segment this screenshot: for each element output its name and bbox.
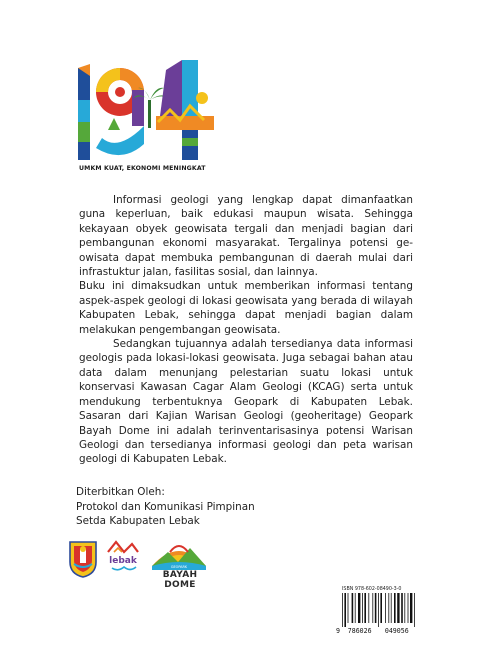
barcode-bar: [344, 593, 346, 627]
barcode-bar: [355, 593, 356, 623]
barcode-digits: [336, 627, 418, 635]
barcode-bar: [380, 593, 382, 623]
barcode-bar: [397, 593, 399, 623]
publisher-heading: Diterbitkan Oleh:: [76, 486, 165, 498]
barcode-bar: [401, 593, 403, 623]
barcode-bar: [404, 593, 405, 623]
barcode-bar: [342, 593, 343, 627]
bayah-dome-title: BAYAH DOME: [162, 570, 198, 590]
barcode-bar: [372, 593, 373, 623]
barcode-bar: [348, 593, 349, 623]
barcode-bar: [358, 593, 360, 623]
logo-digit-four: [156, 60, 214, 160]
barcode-bar: [408, 593, 409, 623]
barcode-bar: [352, 593, 354, 623]
lebak-brand-logo: [104, 538, 142, 574]
barcode-bar: [391, 593, 392, 623]
lebak-logo-text: lebak: [109, 556, 137, 566]
publisher-line-2: Setda Kabupaten Lebak: [76, 515, 200, 528]
barcode-digit-group-1: 786026: [347, 627, 372, 635]
barcode-digit-prefix: 9: [336, 627, 340, 635]
paragraph-intro: Informasi geologi yang lengkap dapat dimanfaatkan guna keperluan, baik edukasi maupun wisata. Sehingga kekayaan obyek geowisata tergali dan menjadi bagian dari pembangunan ekonomi masyarakat. Tergalinya potensi ge-owisata dapat membuka pembangunan di daerah mulai dari infrastuktur jalan, fasilitas sosial, dan lainnya.: [79, 194, 413, 279]
barcode-bar: [364, 593, 366, 623]
barcode-bar: [414, 593, 415, 627]
isbn-label: ISBN 978-602-08490-3-0: [342, 587, 402, 592]
barcode-bar: [375, 593, 377, 623]
logo-digit-nine: [96, 68, 144, 155]
logo-digit-one: [78, 64, 90, 160]
body-text: [79, 193, 413, 467]
barcode-bar: [362, 593, 363, 623]
paragraph-purpose: Buku ini dimaksudkan untuk memberikan informasi tentang aspek-aspek geologi di lokasi geowisata yang berada di wilayah Kabupaten Lebak, sehingga dapat menjadi bagian dalam melakukan pengembangan geowisata.: [79, 280, 413, 336]
barcode-bar: [378, 593, 379, 627]
paragraph-objective: Sedangkan tujuannya adalah tersedianya data informasi geologis pada lokasi-lokasi geowisata. Juga sebagai bahan atau data dalam menunjang pelestarian suatu lokasi untuk konservasi Kawasan Cagar Alam Geologi (KCAG) serta untuk mendukung terbentuknya Geopark di Kabupaten Lebak. Sasaran dari Kajian Warisan Geologi (geoheritage) Geopark Bayah Dome ini adalah terinventarisasinya potensi Warisan Geologi dan tersedianya informasi geologi dan peta warisan geologi di Kabupaten Lebak.: [79, 338, 413, 466]
bayah-subtitle-text: GEOPARK: [170, 565, 188, 569]
barcode-bar: [368, 593, 369, 623]
lebak-regency-crest-icon: [68, 540, 98, 578]
logo-194: [78, 60, 214, 164]
barcode-bar: [394, 593, 396, 623]
publisher-block: [76, 485, 255, 529]
barcode-bar: [388, 593, 389, 623]
logo-tagline: UMKM KUAT, EKONOMI MENINGKAT: [79, 165, 206, 172]
barcode-bar: [410, 593, 412, 623]
barcode-bars: [336, 593, 418, 627]
publisher-line-1: Protokol dan Komunikasi Pimpinan: [76, 500, 255, 513]
barcode-bar: [385, 593, 386, 623]
barcode-digit-group-2: 049056: [384, 627, 409, 635]
